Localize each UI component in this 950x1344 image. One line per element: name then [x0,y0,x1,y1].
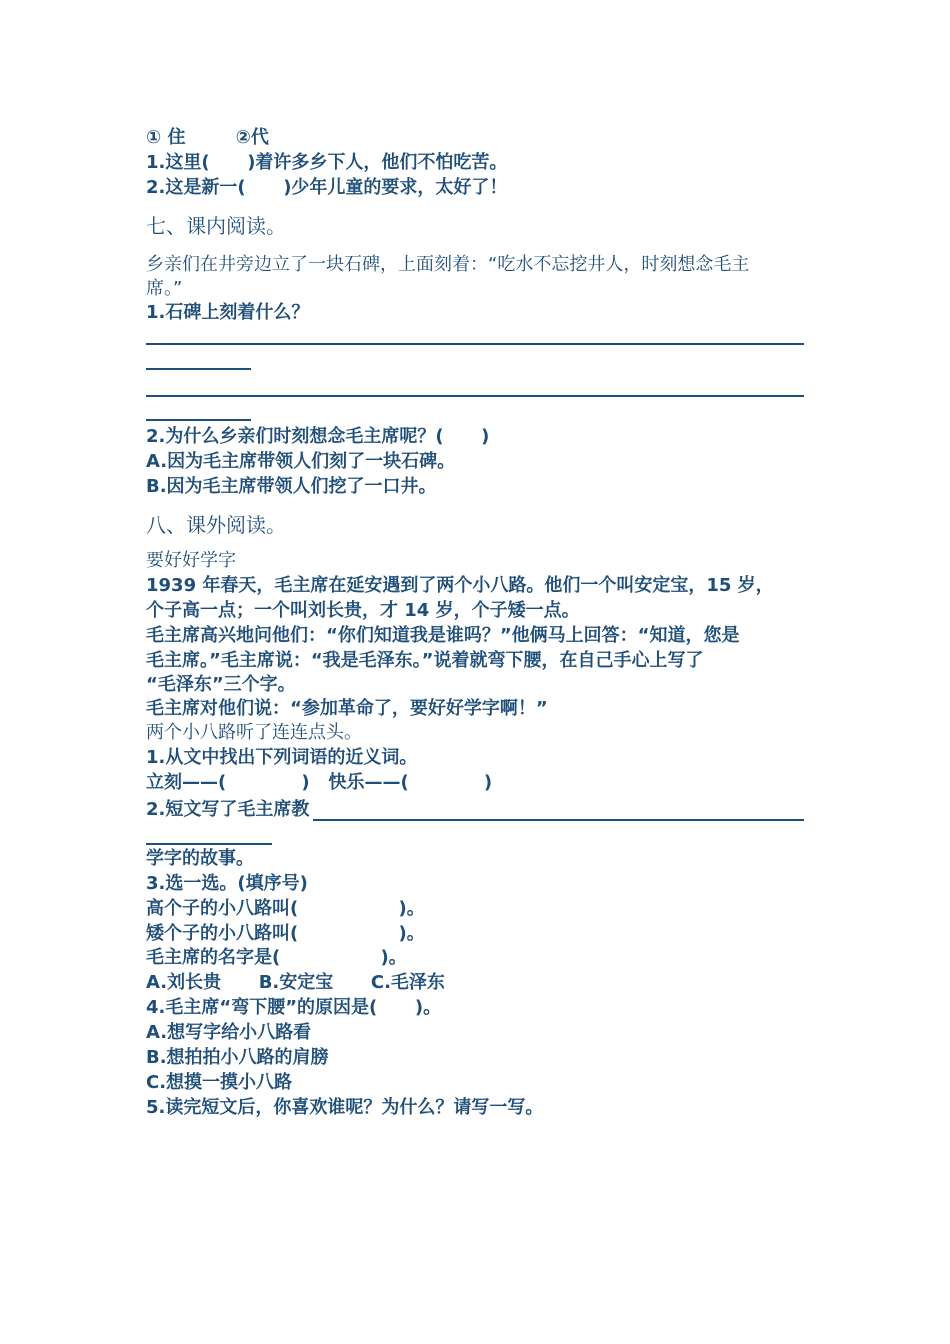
section7-passage-line2: 席。” [146,278,183,299]
section8-question-5: 5.读完短文后，你喜欢谁呢？为什么？请写一写。 [146,1097,544,1118]
section7-question-2: 2.为什么乡亲们时刻想念毛主席呢？( ) [146,426,490,447]
section7-passage-line1: 乡亲们在井旁边立了一块石碑，上面刻着：“吃水不忘挖井人，时刻想念毛主 [146,254,750,275]
question-4-option-c: C.想摸一摸小八路 [146,1072,293,1093]
synonym-line: 立刻——( ) 快乐——( ) [146,772,493,793]
question-3-options: A.刘长贵 B.安定宝 C.毛泽东 [146,972,445,993]
story-paragraph-line: 毛主席高兴地问他们：“你们知道我是谁吗？”他俩马上回答：“知道，您是 [146,625,740,646]
section8-question-4: 4.毛主席“弯下腰”的原因是( )。 [146,997,442,1018]
question-4-option-a: A.想写字给小八路看 [146,1022,312,1043]
answer-line[interactable] [146,419,251,421]
answer-line[interactable] [146,843,272,845]
question-3-item-a: 高个子的小八路叫( )。 [146,898,425,919]
question-4-option-b: B.想拍拍小八路的肩膀 [146,1047,329,1068]
story-paragraph-line: 毛主席。”毛主席说：“我是毛泽东。”说着就弯下腰，在自己手心上写了 [146,650,704,671]
story-paragraph-line: “毛泽东”三个字。 [146,674,296,695]
section7-question-1: 1.石碑上刻着什么？ [146,302,310,323]
story-paragraph-line: 毛主席对他们说：“参加革命了，要好好学字啊！” [146,698,548,719]
fill-question-2: 2.这是新一( )少年儿童的要求，太好了！ [146,177,508,198]
section8-question-3: 3.选一选。(填序号) [146,873,308,894]
section7-title: 七、课内阅读。 [146,214,286,238]
section8-title: 八、课外阅读。 [146,513,286,537]
answer-line[interactable] [313,819,804,821]
answer-line[interactable] [146,343,804,345]
story-title: 要好好学字 [146,550,236,571]
fill-question-1: 1.这里( )着许多乡下人，他们不怕吃苦。 [146,152,508,173]
options-line: ① 住 ②代 [146,127,269,148]
answer-line[interactable] [146,368,251,370]
story-paragraph-line: 两个小八路听了连连点头。 [146,722,362,743]
answer-line[interactable] [146,395,804,397]
question-3-item-c: 毛主席的名字是( )。 [146,947,407,968]
section8-question-2: 2.短文写了毛主席教 [146,799,310,820]
section8-question-1: 1.从文中找出下列词语的近义词。 [146,747,418,768]
section8-question-2-end: 学字的故事。 [146,848,254,869]
section7-option-b: B.因为毛主席带领人们挖了一口井。 [146,476,437,497]
section7-option-a: A.因为毛主席带领人们刻了一块石碑。 [146,451,456,472]
question-3-item-b: 矮个子的小八路叫( )。 [146,923,425,944]
story-paragraph-line: 1939 年春天，毛主席在延安遇到了两个小八路。他们一个叫安定宝，15 岁， [146,575,774,596]
story-paragraph-line: 个子高一点；一个叫刘长贵，才 14 岁，个子矮一点。 [146,600,580,621]
